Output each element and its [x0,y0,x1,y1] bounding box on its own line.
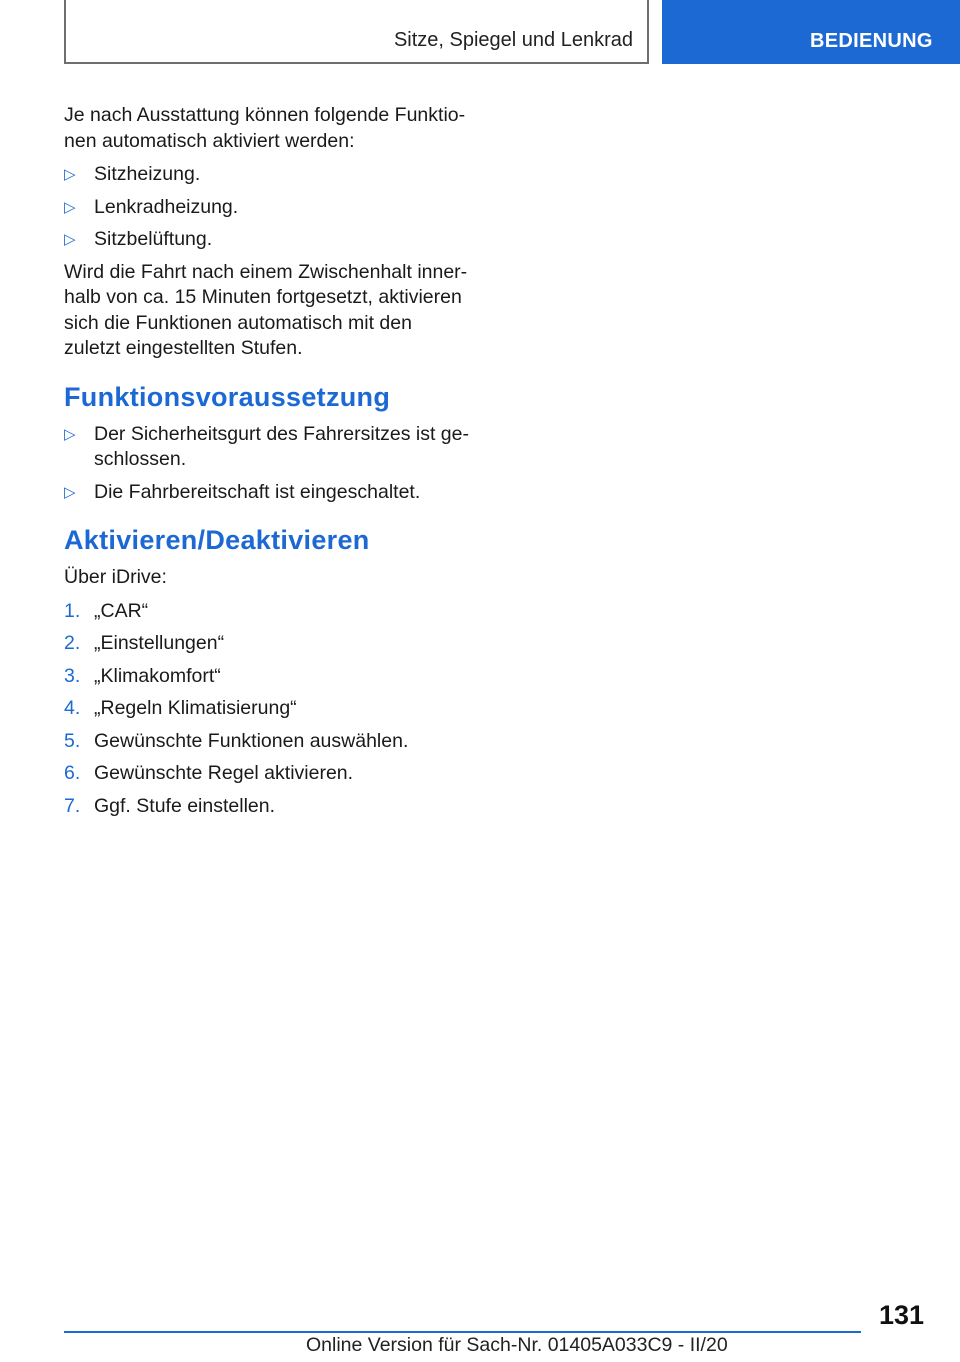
step-item: 1. „CAR“ [64,599,469,625]
step-item: 3. „Klimakomfort“ [64,664,469,690]
triangle-bullet-icon: ▷ [64,166,76,183]
header-section-box [64,0,649,64]
step-number: 6. [64,762,81,784]
section-title: Sitze, Spiegel und Lenkrad [393,29,633,51]
main-column [64,103,469,826]
page-number: 131 [878,1300,924,1330]
intro-list [64,162,469,253]
prerequisite-list [64,422,469,506]
list-item: ▷ Lenkradheizung. [64,195,469,221]
step-number: 1. [64,599,81,622]
triangle-bullet-icon: ▷ [64,483,76,501]
continuation-paragraph: Wird die Fahrt nach einem Zwischenhalt inner-halb von ca. 15 Minuten fortgesetzt, aktivieren sich die Funktionen automatisch mit den zuletzt eingestellten Stufen. [64,260,468,359]
step-number: 2. [64,632,81,654]
step-number: 5. [64,729,81,752]
list-item: ▷ Der Sicherheitsgurt des Fahrersitzes ist ge-schlossen. [64,422,469,470]
footer-divider [64,1331,861,1333]
triangle-bullet-icon: ▷ [64,231,76,248]
step-item: 4. „Regeln Klimatisierung“ [64,696,469,722]
step-number: 7. [64,794,81,817]
list-item: ▷ Sitzbelüftung. [64,227,469,253]
triangle-bullet-icon: ▷ [64,198,76,216]
step-number: 4. [64,697,81,719]
step-item: 5. Gewünschte Funktionen auswählen. [64,729,469,755]
section-heading-prerequisite: Funktionsvoraussetzung [64,381,391,412]
step-item: 6. Gewünschte Regel aktivieren. [64,761,469,787]
idrive-intro: Über iDrive: [64,566,167,588]
list-item: ▷ Sitzheizung. [64,162,469,188]
list-item: ▷ Die Fahrbereitschaft ist eingeschaltet. [64,480,469,506]
step-number: 3. [64,664,81,687]
footer-text: Online Version für Sach-Nr. 01405A033C9 - II/20 [306,1334,728,1356]
chapter-title: BEDIENUNG [810,30,933,52]
step-item: 2. „Einstellungen“ [64,631,469,657]
step-item: 7. Ggf. Stufe einstellen. [64,794,469,820]
triangle-bullet-icon: ▷ [64,425,76,443]
steps-list [64,599,469,820]
section-heading-activate: Aktivieren/Deaktivieren [64,525,370,555]
chapter-tab [662,0,960,64]
intro-paragraph: Je nach Ausstattung können folgende Funktio-nen automatisch aktiviert werden: [64,104,466,152]
